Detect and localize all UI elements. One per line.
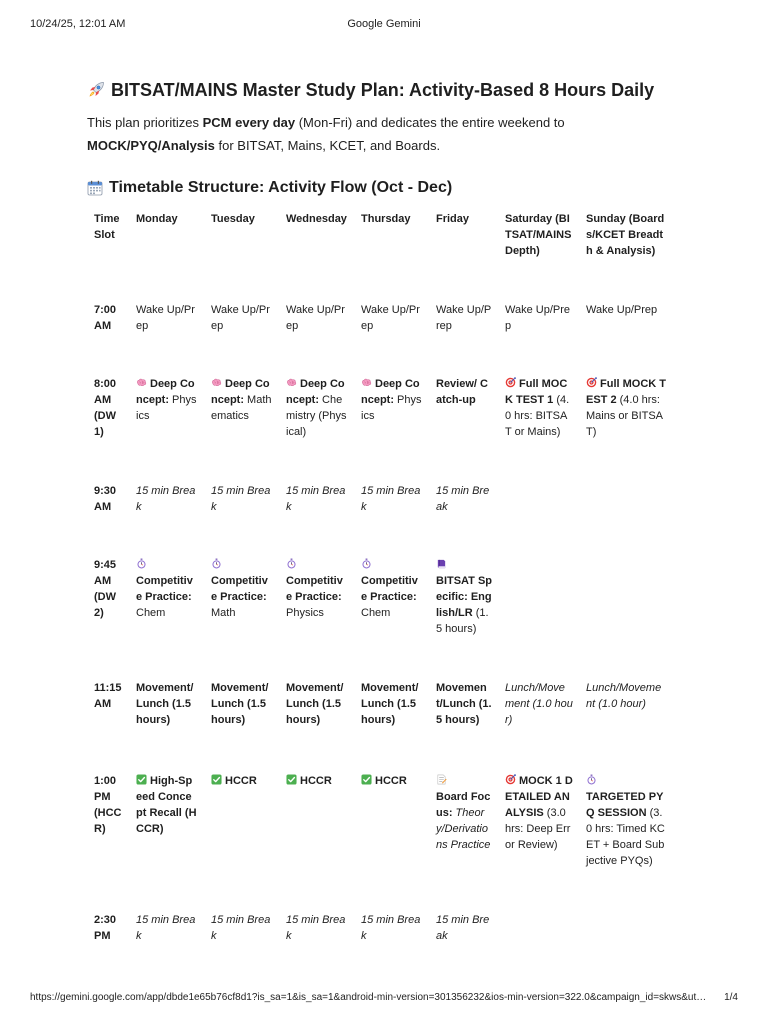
- friday-cell: [429, 370, 498, 477]
- activity-detail: Math: [211, 607, 236, 619]
- time-slot-cell: 1:00 PM (HCCR): [94, 775, 122, 835]
- stopwatch-icon: [361, 558, 372, 569]
- saturday-cell: [498, 551, 579, 674]
- wednesday-cell: Wake Up/Prep: [286, 304, 345, 332]
- activity-label: Board Focus:: [436, 791, 491, 819]
- header-monday: Monday: [136, 213, 178, 225]
- activity-detail: Physics: [361, 394, 422, 422]
- print-url: https://gemini.google.com/app/dbde1e65b76cf8d1?is_sa=1&is_sa=1&android-min-version=301356232&ios-min-version=322.0&campaign_id=skws&ut…: [30, 992, 707, 1003]
- stopwatch-icon: [286, 558, 297, 569]
- friday-cell: [429, 767, 498, 906]
- brain-icon: [211, 377, 222, 388]
- intro-text-1: This plan prioritizes: [87, 115, 203, 130]
- sunday-cell: [579, 906, 672, 966]
- check-mark-icon: [136, 774, 147, 785]
- intro-bold-2: MOCK/PYQ/Analysis: [87, 138, 215, 153]
- monday-cell: [129, 370, 204, 477]
- wednesday-cell: [279, 767, 354, 906]
- tuesday-cell: [204, 551, 279, 674]
- activity-detail: (3.0 hrs: Deep Error Review): [505, 807, 571, 851]
- tuesday-cell: Wake Up/Prep: [211, 304, 270, 332]
- thursday-cell: [354, 767, 429, 906]
- table-row: [87, 370, 672, 477]
- section-title: [87, 177, 677, 199]
- activity-detail: (3.0 hrs: Timed KCET + Board Subjective PYQs): [586, 807, 665, 867]
- target-icon: [505, 774, 516, 785]
- header-thursday: Thursday: [361, 213, 411, 225]
- saturday-cell: [498, 767, 579, 906]
- print-page-title: Google Gemini: [347, 18, 421, 30]
- tuesday-cell: [204, 767, 279, 906]
- time-slot-cell: 8:00 AM (DW 1): [94, 378, 117, 438]
- table-row: [87, 906, 672, 966]
- brain-icon: [286, 377, 297, 388]
- thursday-cell: [354, 551, 429, 674]
- check-mark-icon: [211, 774, 222, 785]
- time-slot-cell: 9:30 AM: [94, 485, 117, 513]
- activity-detail: Chemistry (Physical): [286, 394, 347, 438]
- rocket-icon: [87, 81, 105, 99]
- target-icon: [505, 377, 516, 388]
- activity-label: HCCR: [300, 775, 332, 787]
- monday-cell: Movement/Lunch (1.5 hours): [136, 682, 194, 726]
- table-header-row: [87, 205, 672, 296]
- monday-cell: Wake Up/Prep: [136, 304, 195, 332]
- saturday-cell: [498, 906, 579, 966]
- sunday-cell: Wake Up/Prep: [586, 304, 658, 316]
- monday-cell: [129, 551, 204, 674]
- saturday-cell: [498, 477, 579, 551]
- brain-icon: [361, 377, 372, 388]
- plan-title-text: BITSAT/MAINS Master Study Plan: Activity-Based 8 Hours Daily: [111, 80, 655, 100]
- activity-detail: (4.0 hrs: Mains or BITSAT): [586, 394, 664, 438]
- activity-label: Full MOCK TEST 1: [505, 378, 568, 406]
- intro-text-2: (Mon-Fri) and dedicates the entire weekend to: [295, 115, 565, 130]
- monday-cell: [129, 767, 204, 906]
- saturday-cell: Wake Up/Prep: [505, 304, 571, 332]
- table-row: [87, 477, 672, 551]
- stopwatch-icon: [211, 558, 222, 569]
- activity-label: HCCR: [375, 775, 407, 787]
- activity-label: BITSAT Specific: English/LR: [436, 575, 493, 619]
- activity-label: HCCR: [225, 775, 257, 787]
- wednesday-cell: [279, 370, 354, 477]
- activity-label: Competitive Practice:: [136, 575, 193, 603]
- table-row: [87, 551, 672, 674]
- activity-label: Full MOCK TEST 2: [586, 378, 666, 406]
- header-saturday: Saturday (BITSAT/MAINS Depth): [505, 213, 572, 257]
- stopwatch-icon: [136, 558, 147, 569]
- thursday-cell: 15 min Break: [361, 914, 421, 942]
- monday-cell: 15 min Break: [136, 914, 196, 942]
- tuesday-cell: 15 min Break: [211, 485, 271, 513]
- thursday-cell: [354, 370, 429, 477]
- book-icon: [436, 558, 447, 569]
- tuesday-cell: Movement/Lunch (1.5 hours): [211, 682, 269, 726]
- activity-detail: (4.0 hrs: BITSAT or Mains): [505, 394, 570, 438]
- thursday-cell: 15 min Break: [361, 485, 421, 513]
- section-title-text: Timetable Structure: Activity Flow (Oct - Dec): [109, 179, 453, 196]
- intro-paragraph: [87, 111, 677, 157]
- wednesday-cell: Movement/Lunch (1.5 hours): [286, 682, 344, 726]
- thursday-cell: Movement/Lunch (1.5 hours): [361, 682, 419, 726]
- activity-label: Review/ Catch-up: [436, 378, 488, 406]
- brain-icon: [136, 377, 147, 388]
- sunday-cell: [579, 551, 672, 674]
- activity-label: Deep Concept:: [361, 378, 420, 406]
- header-time-slot: Time Slot: [94, 213, 120, 241]
- friday-cell: 15 min Break: [436, 485, 490, 513]
- document-content: [87, 78, 677, 199]
- wednesday-cell: 15 min Break: [286, 485, 346, 513]
- calendar-icon: [87, 180, 103, 196]
- check-mark-icon: [286, 774, 297, 785]
- friday-cell: Wake Up/Prep: [436, 304, 492, 332]
- friday-cell: Movement/Lunch (1.5 hours): [436, 682, 492, 726]
- intro-text-3: for BITSAT, Mains, KCET, and Boards.: [214, 138, 441, 153]
- sunday-cell: [579, 477, 672, 551]
- tuesday-cell: [204, 370, 279, 477]
- print-date: 10/24/25, 12:01 AM: [30, 18, 126, 30]
- saturday-cell: Lunch/Movement (1.0 hour): [505, 682, 573, 726]
- header-sunday: Sunday (Boards/KCET Breadth & Analysis): [586, 213, 665, 257]
- stopwatch-icon: [586, 774, 597, 785]
- activity-label: Competitive Practice:: [286, 575, 343, 603]
- timetable: [87, 205, 672, 966]
- target-icon: [586, 377, 597, 388]
- page-number: 1/4: [724, 992, 738, 1003]
- time-slot-cell: 11:15 AM: [94, 682, 122, 710]
- print-footer: [30, 992, 738, 1008]
- sunday-cell: Lunch/Movement (1.0 hour): [586, 682, 662, 710]
- time-slot-cell: 2:30 PM: [94, 914, 117, 942]
- activity-label: MOCK 1 DETAILED ANALYSIS: [505, 775, 573, 819]
- intro-bold-1: PCM every day: [202, 115, 296, 130]
- activity-detail: Chem: [361, 607, 391, 619]
- table-row: [87, 296, 672, 370]
- time-slot-cell: 9:45 AM (DW 2): [94, 559, 117, 619]
- check-mark-icon: [361, 774, 372, 785]
- header-friday: Friday: [436, 213, 470, 225]
- friday-cell: [429, 551, 498, 674]
- saturday-cell: [498, 370, 579, 477]
- activity-detail: (1.5 hours): [436, 607, 489, 635]
- activity-label: Deep Concept:: [136, 378, 195, 406]
- sunday-cell: [579, 767, 672, 906]
- activity-detail: Physics: [136, 394, 197, 422]
- activity-detail: Physics: [286, 607, 324, 619]
- table-row: [87, 767, 672, 906]
- memo-icon: [436, 774, 447, 785]
- time-slot-cell: 7:00 AM: [94, 304, 117, 332]
- activity-detail: Theory/Derivations Practice: [436, 807, 491, 851]
- sunday-cell: [579, 370, 672, 477]
- thursday-cell: Wake Up/Prep: [361, 304, 420, 332]
- tuesday-cell: 15 min Break: [211, 914, 271, 942]
- activity-label: Competitive Practice:: [361, 575, 418, 603]
- activity-label: Deep Concept:: [286, 378, 345, 406]
- header-wednesday: Wednesday: [286, 213, 347, 225]
- print-header: [30, 18, 738, 34]
- plan-title: [87, 78, 677, 102]
- activity-label: Deep Concept:: [211, 378, 270, 406]
- monday-cell: 15 min Break: [136, 485, 196, 513]
- header-tuesday: Tuesday: [211, 213, 255, 225]
- activity-detail: Chem: [136, 607, 166, 619]
- wednesday-cell: [279, 551, 354, 674]
- activity-detail: Mathematics: [211, 394, 272, 422]
- wednesday-cell: 15 min Break: [286, 914, 346, 942]
- activity-label: Competitive Practice:: [211, 575, 268, 603]
- activity-label: TARGETED PYQ SESSION: [586, 791, 664, 819]
- activity-label: High-Speed Concept Recall (HCCR): [136, 775, 197, 835]
- friday-cell: 15 min Break: [436, 914, 490, 942]
- table-row: [87, 674, 672, 767]
